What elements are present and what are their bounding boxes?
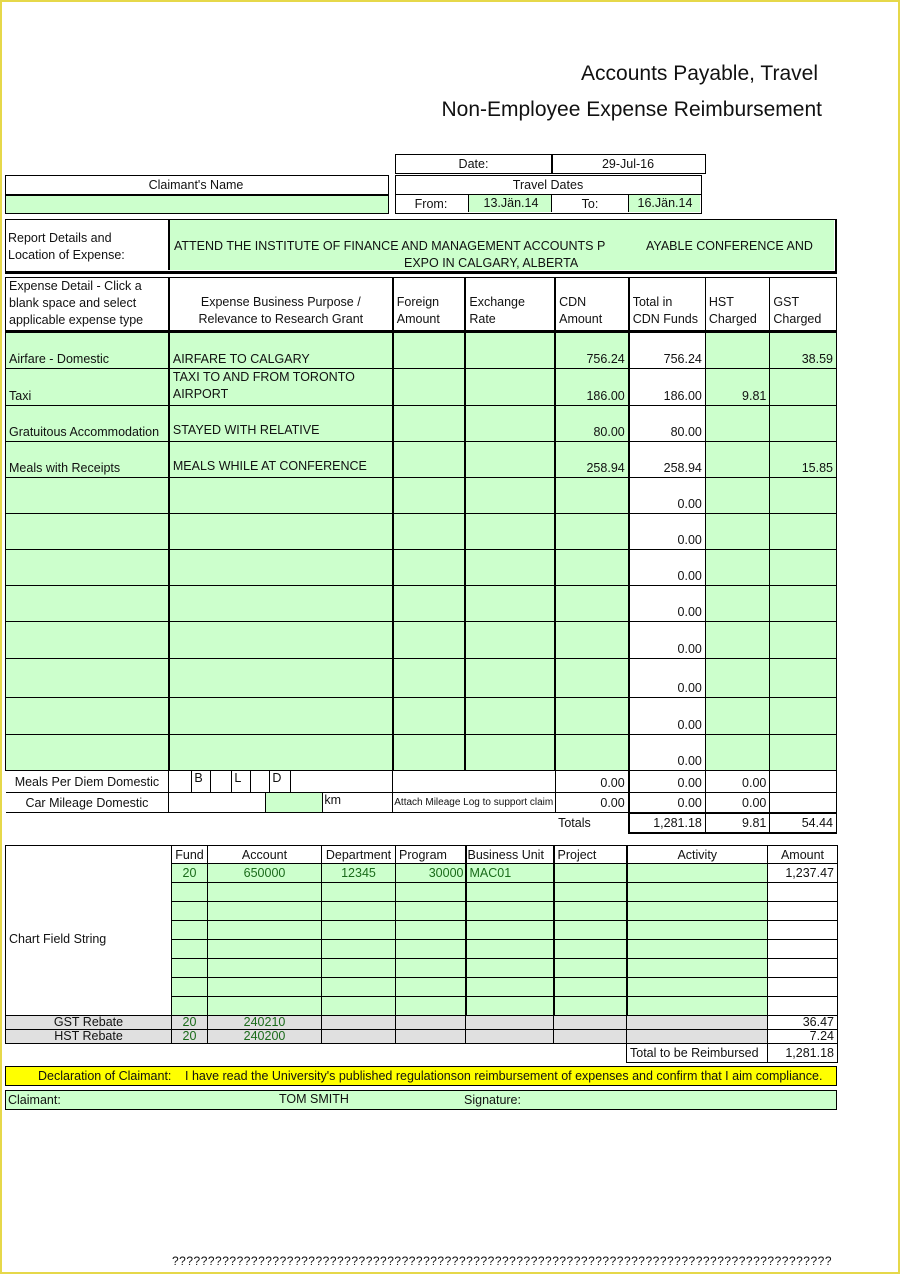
activity-cell[interactable] xyxy=(627,978,768,997)
program-cell[interactable] xyxy=(396,959,466,978)
travel-dates-row xyxy=(395,194,702,214)
mileage-hst: 0.00 xyxy=(705,793,770,813)
expense-type-cell[interactable]: Gratuitous Accommodation xyxy=(6,406,169,442)
title-line2: Non-Employee Expense Reimbursement xyxy=(441,98,822,121)
expense-purpose-cell[interactable] xyxy=(169,659,393,698)
department-cell[interactable] xyxy=(322,921,396,940)
gst-cell[interactable] xyxy=(770,550,837,586)
chart-header-row xyxy=(6,846,838,864)
business-unit-cell[interactable] xyxy=(466,921,554,940)
to-label: To: xyxy=(581,197,599,211)
exchange-rate-cell[interactable] xyxy=(465,478,555,514)
activity-cell[interactable] xyxy=(627,902,768,921)
total-cdn-cell: 0.00 xyxy=(629,735,706,771)
from-date-value: 13.Jän.14 xyxy=(483,196,539,210)
account-cell[interactable] xyxy=(208,978,322,997)
mileage-cdn: 0.00 xyxy=(555,793,629,813)
hst-rebate-fund: 20 xyxy=(172,1030,208,1044)
declaration-bar xyxy=(5,1066,837,1086)
foreign-amount-cell[interactable] xyxy=(393,514,466,550)
travel-dates-header xyxy=(395,175,702,195)
header-project: Project xyxy=(554,846,627,864)
amount-cell xyxy=(768,902,838,921)
reimburse-row xyxy=(6,1044,838,1063)
totals-hst: 9.81 xyxy=(705,813,770,833)
exchange-rate-cell[interactable] xyxy=(465,442,555,478)
cdn-amount-cell[interactable] xyxy=(555,586,629,622)
exchange-rate-cell[interactable] xyxy=(465,550,555,586)
gst-cell[interactable] xyxy=(770,514,837,550)
mileage-total: 0.00 xyxy=(629,793,706,813)
expense-type-cell[interactable] xyxy=(6,622,169,659)
account-cell[interactable] xyxy=(208,940,322,959)
cdn-amount-cell[interactable] xyxy=(555,514,629,550)
expense-purpose-cell[interactable] xyxy=(169,514,393,550)
expense-type-cell[interactable]: Taxi xyxy=(6,369,169,406)
foreign-amount-cell[interactable] xyxy=(393,332,466,369)
account-cell[interactable] xyxy=(208,997,322,1016)
gst-cell[interactable] xyxy=(770,369,837,406)
hst-cell[interactable] xyxy=(705,442,770,478)
department-cell[interactable] xyxy=(322,978,396,997)
date-value[interactable]: 29-Jul-16 xyxy=(601,157,655,171)
claimant-name-header xyxy=(5,175,389,195)
foreign-amount-cell[interactable] xyxy=(393,406,466,442)
expense-type-cell[interactable] xyxy=(6,735,169,771)
fund-cell[interactable]: 20 xyxy=(172,864,208,883)
project-cell[interactable] xyxy=(554,959,627,978)
business-unit-cell[interactable]: MAC01 xyxy=(466,864,554,883)
col-foreign-header: Foreign Amount xyxy=(393,278,466,332)
expense-type-cell[interactable] xyxy=(6,659,169,698)
total-cdn-cell: 258.94 xyxy=(629,442,706,478)
expense-row xyxy=(6,735,837,771)
chart-field-label: Chart Field String xyxy=(6,864,172,1016)
amount-cell xyxy=(768,959,838,978)
exchange-rate-cell[interactable] xyxy=(465,586,555,622)
hst-cell[interactable] xyxy=(705,550,770,586)
total-cdn-cell: 0.00 xyxy=(629,698,706,735)
business-unit-cell[interactable] xyxy=(466,959,554,978)
gst-cell[interactable] xyxy=(770,478,837,514)
fund-cell[interactable] xyxy=(172,921,208,940)
col-exchange-header: Exchange Rate xyxy=(465,278,555,332)
program-cell[interactable]: 30000 xyxy=(396,864,466,883)
expense-table xyxy=(5,277,837,834)
fund-cell[interactable] xyxy=(172,902,208,921)
expense-type-cell[interactable] xyxy=(6,698,169,735)
signature-label: Signature: xyxy=(464,1093,521,1107)
department-cell[interactable] xyxy=(322,959,396,978)
gst-rebate-label: GST Rebate xyxy=(6,1016,172,1030)
foreign-amount-cell[interactable] xyxy=(393,735,466,771)
title-line1: Accounts Payable, Travel xyxy=(581,62,818,85)
hst-cell[interactable] xyxy=(705,514,770,550)
exchange-rate-cell[interactable] xyxy=(465,622,555,659)
expense-row xyxy=(6,442,837,478)
program-cell[interactable] xyxy=(396,978,466,997)
total-cdn-cell: 756.24 xyxy=(629,332,706,369)
amount-cell xyxy=(768,978,838,997)
totals-total: 1,281.18 xyxy=(629,813,706,833)
signature-row xyxy=(5,1090,837,1110)
program-cell[interactable] xyxy=(396,883,466,902)
department-cell[interactable]: 12345 xyxy=(322,864,396,883)
date-label: Date: xyxy=(458,157,489,171)
project-cell[interactable] xyxy=(554,864,627,883)
expense-row xyxy=(6,622,837,659)
per-diem-hst: 0.00 xyxy=(705,771,770,793)
totals-label: Totals xyxy=(555,813,629,833)
header-activity: Activity xyxy=(627,846,768,864)
hst-cell[interactable] xyxy=(705,698,770,735)
hst-cell[interactable] xyxy=(705,586,770,622)
expense-purpose-cell[interactable] xyxy=(169,586,393,622)
header-department: Department xyxy=(322,846,396,864)
expense-row xyxy=(6,406,837,442)
claimant-label: Claimant: xyxy=(8,1093,61,1107)
mileage-km-input[interactable] xyxy=(265,793,323,812)
hst-cell[interactable] xyxy=(705,332,770,369)
exchange-rate-cell[interactable] xyxy=(465,514,555,550)
exchange-rate-cell[interactable] xyxy=(465,659,555,698)
per-diem-b[interactable]: B xyxy=(192,771,211,792)
cdn-amount-cell[interactable]: 186.00 xyxy=(555,369,629,406)
per-diem-l[interactable]: L xyxy=(232,771,251,792)
project-cell[interactable] xyxy=(554,921,627,940)
program-cell[interactable] xyxy=(396,921,466,940)
expense-purpose-cell[interactable]: MEALS WHILE AT CONFERENCE xyxy=(169,442,393,478)
exchange-rate-cell[interactable] xyxy=(465,369,555,406)
report-line1b: AYABLE CONFERENCE AND xyxy=(646,239,813,253)
total-cdn-cell: 0.00 xyxy=(629,659,706,698)
cdn-amount-cell[interactable]: 80.00 xyxy=(555,406,629,442)
expense-purpose-cell[interactable]: STAYED WITH RELATIVE xyxy=(169,406,393,442)
gst-rebate-account: 240210 xyxy=(208,1016,322,1030)
travel-dates-label: Travel Dates xyxy=(512,178,584,192)
col-purpose-header: Expense Business Purpose / Relevance to Research Grant xyxy=(169,278,393,332)
hst-rebate-row xyxy=(6,1030,838,1044)
department-cell[interactable] xyxy=(322,997,396,1016)
program-cell[interactable] xyxy=(396,902,466,921)
activity-cell[interactable] xyxy=(627,864,768,883)
exchange-rate-cell[interactable] xyxy=(465,406,555,442)
gst-rebate-row xyxy=(6,1016,838,1030)
fund-cell[interactable] xyxy=(172,940,208,959)
account-cell[interactable] xyxy=(208,902,322,921)
totals-row xyxy=(6,813,837,833)
hst-cell[interactable]: 9.81 xyxy=(705,369,770,406)
gst-cell[interactable]: 38.59 xyxy=(770,332,837,369)
expense-row xyxy=(6,550,837,586)
report-details-label: Report Details and Location of Expense: xyxy=(8,231,125,262)
mileage-note: Attach Mileage Log to support claim xyxy=(393,793,555,813)
per-diem-d[interactable]: D xyxy=(270,771,291,792)
foreign-amount-cell[interactable] xyxy=(393,698,466,735)
total-cdn-cell: 0.00 xyxy=(629,622,706,659)
expense-row xyxy=(6,332,837,369)
cdn-amount-cell[interactable]: 258.94 xyxy=(555,442,629,478)
activity-cell[interactable] xyxy=(627,921,768,940)
exchange-rate-cell[interactable] xyxy=(465,735,555,771)
cdn-amount-cell[interactable] xyxy=(555,622,629,659)
total-cdn-cell: 80.00 xyxy=(629,406,706,442)
expense-row xyxy=(6,514,837,550)
expense-purpose-cell[interactable] xyxy=(169,698,393,735)
header-program: Program xyxy=(396,846,466,864)
expense-purpose-cell[interactable] xyxy=(169,735,393,771)
exchange-rate-cell[interactable] xyxy=(465,698,555,735)
cdn-amount-cell[interactable]: 756.24 xyxy=(555,332,629,369)
per-diem-label: Meals Per Diem Domestic xyxy=(6,771,169,793)
foreign-amount-cell[interactable] xyxy=(393,478,466,514)
report-line2: EXPO IN CALGARY, ALBERTA xyxy=(404,256,579,270)
account-cell[interactable]: 650000 xyxy=(208,864,322,883)
activity-cell[interactable] xyxy=(627,883,768,902)
report-details-box xyxy=(5,219,837,274)
header-amount: Amount xyxy=(768,846,838,864)
hst-rebate-account: 240200 xyxy=(208,1030,322,1044)
foreign-amount-cell[interactable] xyxy=(393,659,466,698)
total-cdn-cell: 186.00 xyxy=(629,369,706,406)
foreign-amount-cell[interactable] xyxy=(393,622,466,659)
expense-row xyxy=(6,659,837,698)
expense-type-cell[interactable]: Airfare - Domestic xyxy=(6,332,169,369)
foreign-amount-cell[interactable] xyxy=(393,586,466,622)
gst-cell[interactable]: 15.85 xyxy=(770,442,837,478)
account-cell[interactable] xyxy=(208,959,322,978)
expense-type-cell[interactable] xyxy=(6,514,169,550)
header-business-unit: Business Unit xyxy=(466,846,554,864)
hst-cell[interactable] xyxy=(705,622,770,659)
claimant-name-field[interactable] xyxy=(5,195,389,214)
exchange-rate-cell[interactable] xyxy=(465,332,555,369)
gst-cell[interactable] xyxy=(770,698,837,735)
claimant-value[interactable]: TOM SMITH xyxy=(279,1092,349,1106)
department-cell[interactable] xyxy=(322,940,396,959)
amount-cell xyxy=(768,883,838,902)
total-cdn-cell: 0.00 xyxy=(629,550,706,586)
expense-row xyxy=(6,698,837,735)
project-cell[interactable] xyxy=(554,940,627,959)
business-unit-cell[interactable] xyxy=(466,940,554,959)
declaration-text: I have read the University's published regulationson reimbursement of expenses and confirm that I aim compliance. xyxy=(185,1069,823,1083)
chart-field-table xyxy=(5,845,838,1063)
business-unit-cell[interactable] xyxy=(466,997,554,1016)
expense-type-cell[interactable] xyxy=(6,550,169,586)
report-details-field[interactable] xyxy=(168,220,834,270)
project-cell[interactable] xyxy=(554,902,627,921)
cdn-amount-cell[interactable] xyxy=(555,478,629,514)
project-cell[interactable] xyxy=(554,978,627,997)
activity-cell[interactable] xyxy=(627,940,768,959)
reimburse-amount: 1,281.18 xyxy=(768,1044,838,1063)
expense-row xyxy=(6,586,837,622)
foreign-amount-cell[interactable] xyxy=(393,550,466,586)
total-cdn-cell: 0.00 xyxy=(629,514,706,550)
gst-rebate-fund: 20 xyxy=(172,1016,208,1030)
expense-row xyxy=(6,369,837,406)
foreign-amount-cell[interactable] xyxy=(393,442,466,478)
total-cdn-cell: 0.00 xyxy=(629,586,706,622)
expense-purpose-cell[interactable] xyxy=(169,550,393,586)
claimant-name-label: Claimant's Name xyxy=(148,178,244,192)
report-line1a: ATTEND THE INSTITUTE OF FINANCE AND MANAGEMENT ACCOUNTS P xyxy=(174,239,606,253)
to-date-value: 16.Jän.14 xyxy=(637,196,693,210)
expense-purpose-cell[interactable] xyxy=(169,622,393,659)
gst-cell[interactable] xyxy=(770,586,837,622)
business-unit-cell[interactable] xyxy=(466,883,554,902)
cdn-amount-cell[interactable] xyxy=(555,735,629,771)
fund-cell[interactable] xyxy=(172,959,208,978)
header-fund: Fund xyxy=(172,846,208,864)
expense-purpose-cell[interactable]: TAXI TO AND FROM TORONTO AIRPORT xyxy=(169,369,393,406)
mileage-row xyxy=(6,793,837,813)
cdn-amount-cell[interactable] xyxy=(555,659,629,698)
cdn-amount-cell[interactable] xyxy=(555,698,629,735)
total-cdn-cell: 0.00 xyxy=(629,478,706,514)
col-detail-header: Expense Detail - Click a blank space and select applicable expense type xyxy=(6,278,169,332)
amount-cell xyxy=(768,921,838,940)
to-date[interactable] xyxy=(628,195,700,212)
from-date[interactable] xyxy=(468,195,552,212)
from-label: From: xyxy=(414,197,448,211)
gst-rebate-amount: 36.47 xyxy=(768,1016,838,1030)
col-cdn-header: CDN Amount xyxy=(555,278,629,332)
department-cell[interactable] xyxy=(322,902,396,921)
amount-cell: 1,237.47 xyxy=(768,864,838,883)
department-cell[interactable] xyxy=(322,883,396,902)
project-cell[interactable] xyxy=(554,997,627,1016)
program-cell[interactable] xyxy=(396,997,466,1016)
business-unit-cell[interactable] xyxy=(466,978,554,997)
program-cell[interactable] xyxy=(396,940,466,959)
activity-cell[interactable] xyxy=(627,959,768,978)
col-gst-header: GST Charged xyxy=(770,278,837,332)
hst-rebate-label: HST Rebate xyxy=(6,1030,172,1044)
hst-cell[interactable] xyxy=(705,406,770,442)
mileage-label: Car Mileage Domestic xyxy=(6,793,169,813)
foreign-amount-cell[interactable] xyxy=(393,369,466,406)
fund-cell[interactable] xyxy=(172,883,208,902)
amount-cell xyxy=(768,997,838,1016)
hst-cell[interactable] xyxy=(705,735,770,771)
expense-row xyxy=(6,478,837,514)
account-cell[interactable] xyxy=(208,921,322,940)
header-account: Account xyxy=(208,846,322,864)
hst-rebate-amount: 7.24 xyxy=(768,1030,838,1044)
project-cell[interactable] xyxy=(554,883,627,902)
gst-cell[interactable] xyxy=(770,735,837,771)
fund-cell[interactable] xyxy=(172,978,208,997)
amount-cell xyxy=(768,940,838,959)
fund-cell[interactable] xyxy=(172,997,208,1016)
expense-type-cell[interactable] xyxy=(6,478,169,514)
col-hst-header: HST Charged xyxy=(705,278,770,332)
footer-text: ???????????????????????????????????????????????????????????????????????????????????????????? xyxy=(172,1254,832,1268)
date-box xyxy=(395,154,706,174)
gst-cell[interactable] xyxy=(770,406,837,442)
hst-cell[interactable] xyxy=(705,659,770,698)
totals-gst: 54.44 xyxy=(770,813,837,833)
business-unit-cell[interactable] xyxy=(466,902,554,921)
expense-type-cell[interactable] xyxy=(6,586,169,622)
expense-type-cell[interactable]: Meals with Receipts xyxy=(6,442,169,478)
activity-cell[interactable] xyxy=(627,997,768,1016)
reimburse-label: Total to be Reimbursed xyxy=(627,1044,768,1063)
declaration-label: Declaration of Claimant: xyxy=(38,1069,172,1083)
per-diem-total: 0.00 xyxy=(629,771,706,793)
gst-cell[interactable] xyxy=(770,622,837,659)
chart-row xyxy=(6,864,838,883)
per-diem-cdn: 0.00 xyxy=(555,771,629,793)
cdn-amount-cell[interactable] xyxy=(555,550,629,586)
mileage-unit: km xyxy=(324,793,342,807)
account-cell[interactable] xyxy=(208,883,322,902)
hst-cell[interactable] xyxy=(705,478,770,514)
expense-purpose-cell[interactable] xyxy=(169,478,393,514)
per-diem-row xyxy=(6,771,837,793)
expense-purpose-cell[interactable]: AIRFARE TO CALGARY xyxy=(169,332,393,369)
gst-cell[interactable] xyxy=(770,659,837,698)
col-total-header: Total in CDN Funds xyxy=(629,278,706,332)
